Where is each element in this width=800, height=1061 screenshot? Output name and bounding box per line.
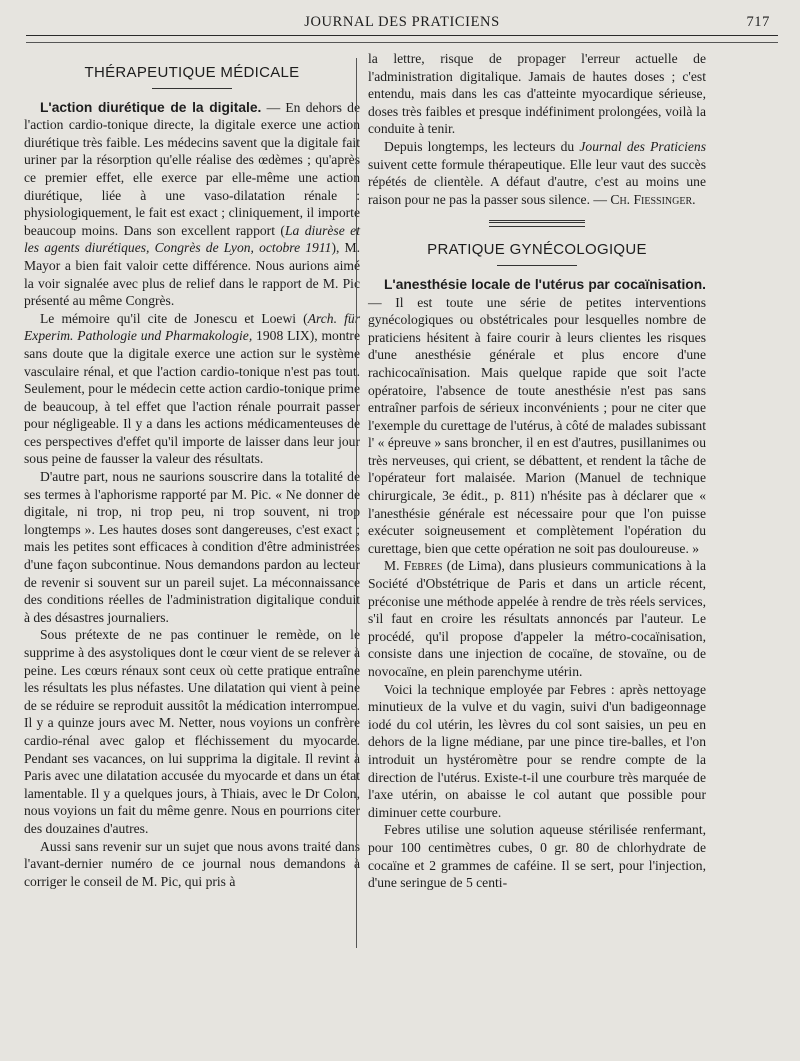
running-header [26, 14, 778, 36]
paragraph: Sous prétexte de ne pas continuer le remède, on le supprime à des asystoliques dont le cœur vient de se relever à peine. Les cœurs rénaux sont ceux où cette pratique entraîne les résultats les plus néfastes. Une dilatation qui vient à peine de se réduire se reproduit aussitôt la médication interrompue. Il y a quinze jours avec M. Netter, nous voyions un confrère cardio-rénal avec galop et fléchissement du myocarde. Pendant ses vacances, on lui supprima la digitale. Il revint à Paris avec une dilatation accusée du myocarde et dans un état lamentable. Il y a quelques jours, à Thiais, avec le Dr Colon, nous voyions un fait du même genre. Nous en pourrions citer des douzaines d'autres. [24, 627, 360, 836]
section-rule [497, 265, 577, 266]
article-lead: L'action diurétique de la digitale. [40, 99, 262, 115]
journal-title: JOURNAL DES PRATICIENS [304, 14, 500, 30]
paragraph: M. Febres (de Lima), dans plusieurs communications à la Société d'Obstétrique de Paris et dans un article récent, préconise une méthode appelée à rendre de très réels services, s'il faut en croire les résultats annoncés par l'auteur. Le procédé, qu'il propose d'appeler la métro-cocaïnisation, consiste dans une injection de cocaïne, de stovaïne, ou de novocaïne, en plein parenchyme utérin. [368, 558, 706, 679]
left-column [24, 50, 360, 890]
header-rule [26, 42, 778, 43]
paragraph: Voici la technique employée par Febres : après nettoyage minutieux de la vulve et du vagin, suivi d'un badigeonnage iodé du col utérin, les lèvres du col sont saisies, un peu en dehors de la ligne médiane, par une pince tire-balles, et l'on introduit un hystéromètre pour se rendre compte de la direction de l'utérus. Existe-t-il une courbure très marquée de l'axe utérin, on abaisse le col autant que possible pour diminuer cette courbure. [368, 681, 706, 820]
right-column [368, 50, 706, 892]
article-lead: L'anesthésie locale de l'utérus par cocaïnisation. [384, 276, 706, 292]
paragraph: Depuis longtemps, les lecteurs du Journal des Praticiens suivent cette formule thérapeutique. Elle leur vaut des succès répétés de clientèle. A défaut d'autre, c'est au moins une raison pour ne pas la passer sous silence. — Ch. Fiessinger. [368, 138, 706, 207]
paragraph: L'action diurétique de la digitale. — En dehors de l'action cardio-tonique directe, la digitale exerce une action diurétique très faible. Les médecins savent que la digitale fait uriner par la résorption qu'elle réalise des œdèmes ; qu'après ce premier effet, elle exerce par elle-même une action diurétique, liée à une vaso-dilatation rénale : physiologiquement, le fait est exact ; cliniquement, il importe beaucoup moins. Dans son excellent rapport (La diurèse et les agents diurétiques, Congrès de Lyon, octobre 1911), M. Mayor a bien fait valoir cette différence. Nous aurions aimé la voir signalée avec plus de relief dans le rapport de M. Pic présenté au même Congrès. [24, 99, 360, 309]
section-title-gynecologique: PRATIQUE GYNÉCOLOGIQUE [427, 241, 647, 259]
author-name: M. Febres [384, 558, 443, 574]
article-separator [489, 220, 585, 227]
column-divider [356, 58, 357, 948]
section-title-therapeutique: THÉRAPEUTIQUE MÉDICALE [84, 64, 300, 81]
signature: Ch. Fiessinger. [610, 191, 696, 207]
paragraph: D'autre part, nous ne saurions souscrire dans la totalité de ses termes à l'aphorisme rapporté par M. Pic. « Ne donner de digitale, ni trop, ni trop peu, ni trop souvent, ni trop longtemps ». Les hautes doses sont dangereuses, c'est exact ; mais les petites sont efficaces à condition d'être administrées d'une façon subcontinue. Nous demandons pardon au lecteur de revenir si souvent sur un pareil sujet. La méconnaissance des conditions réelles de l'administration digitalique conduit à des désastres journaliers. [24, 469, 360, 625]
page-number: 717 [746, 14, 770, 30]
paragraph: la lettre, risque de propager l'erreur actuelle de l'administration digitalique. Jamais de hautes doses ; c'est entendu, mais dans les cas d'atteinte myocardique sérieuse, doses très faibles et presque indéfiniment prolongées, voilà la conduite à tenir. [368, 51, 706, 137]
paragraph: L'anesthésie locale de l'utérus par cocaïnisation. — Il est toute une série de petites interventions gynécologiques ou obstétricales pour lesquelles nombre de praticiens hésitent à faire courir à leurs clientes les risques d'une anesthésie générale et plus encore d'une rachicocaïnisation. Mais quelque rapide que soit l'acte opératoire, l'absence de toute anesthésie n'est pas sans entraîner parfois de sérieux inconvénients ; pour ne citer que l'exemple du curettage de l'utérus, à côté de malades subissant l' « épreuve » sans broncher, il en est d'autres, pusillanimes ou très nerveuses, qui crient, se débattent, et rendent la tâche de l'opérateur fort malaisée. Marion (Manuel de technique chirurgicale, 3e édit., p. 811) n'hésite pas à déclarer que « l'anesthésie générale est nécessaire pour que l'on puisse exécuter soigneusement et complètement l'opération du curettage, bien que cette opération ne soit pas douloureuse. » [368, 276, 706, 556]
paragraph: Febres utilise une solution aqueuse stérilisée renfermant, pour 100 centimètres cubes, 0 gr. 80 de chlorhydrate de cocaïne et 2 grammes de caféine. Il se sert, pour l'injection, d'une seringue de 5 centi- [368, 822, 706, 891]
paragraph: Le mémoire qu'il cite de Jonescu et Loewi (Arch. für Experim. Pathologie und Pharmakologie, 1908 LIX), montre sans doute que la digitale exerce une action sur le système vasculaire rénal, et que l'action cardio-tonique n'est pas tout. Seulement, pour le médecin cette action cardio-tonique prime de beaucoup, à tel effet que l'action rénale pourrait passer pour négligeable. Il y a dans les actions médicamenteuses de ces perspectives d'effet qu'il importe de laisser dans leur jour sous peine de fausser la valeur des résultats. [24, 310, 360, 467]
paragraph: Aussi sans revenir sur un sujet que nous avons traité dans l'avant-dernier numéro de ce journal nous demandons à corriger le conseil de M. Pic, qui pris à [24, 838, 360, 889]
section-rule [152, 88, 232, 89]
